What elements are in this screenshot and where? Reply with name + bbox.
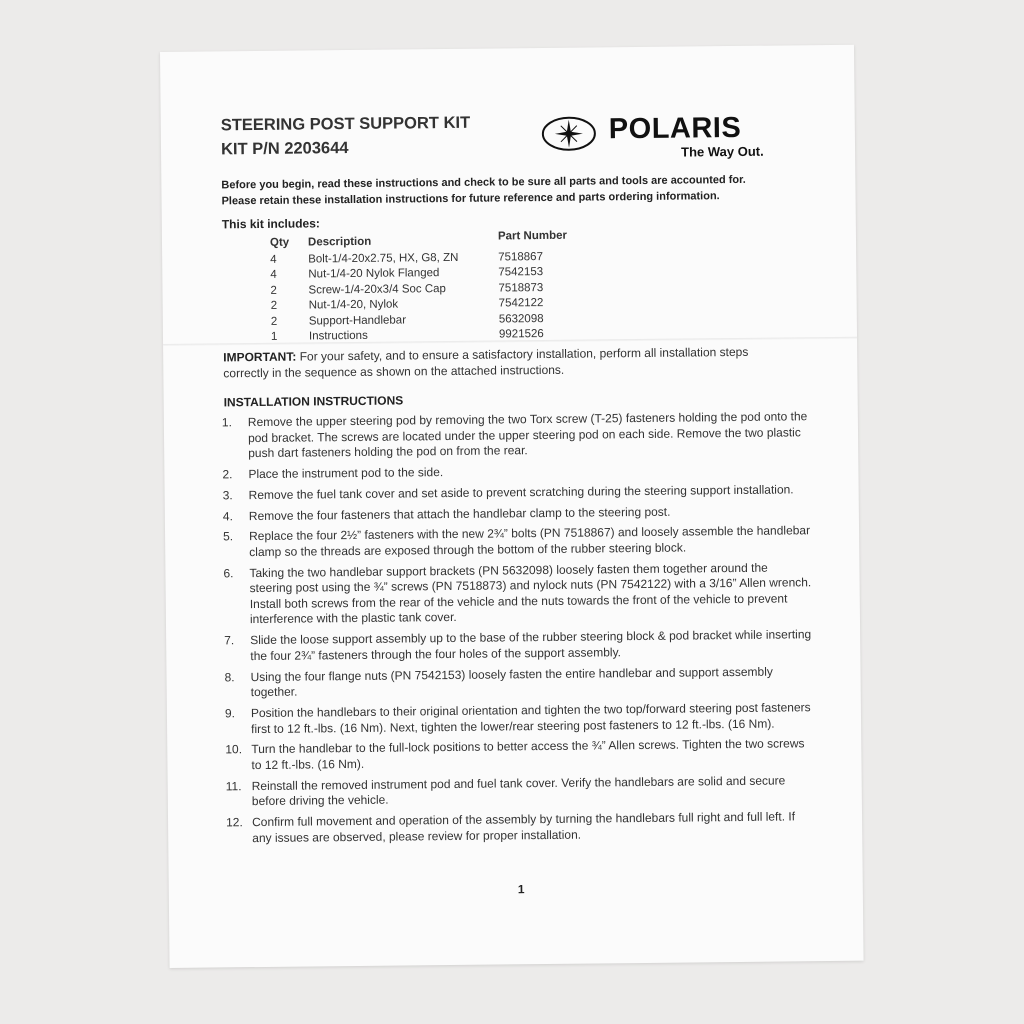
intro-text — [221, 171, 821, 209]
step-number: 8. — [224, 669, 235, 684]
step-item — [224, 664, 814, 701]
parts-row — [271, 327, 631, 346]
kit-part-number: KIT P/N 2203644 — [220, 139, 349, 159]
step-number: 6. — [223, 565, 234, 581]
step-item — [223, 503, 813, 525]
polaris-logo — [541, 107, 792, 164]
kit-title: STEERING POST SUPPORT KIT — [220, 113, 471, 135]
step-number: 5. — [223, 529, 234, 544]
intro-line-1: Before you begin, read these instructions and check to be sure all parts and tools are accounted for. — [221, 173, 746, 192]
step-text: Replace the four 2½” fasteners with the new 2¾” bolts (PN 7518867) and loosely assemble the handlebar clamp so the threads are exposed through the bottom of the rubber steering block. — [249, 523, 811, 559]
step-item — [222, 461, 812, 483]
step-item — [225, 700, 815, 737]
part-qty: 4 — [270, 253, 277, 266]
step-text: Taking the two handlebar support brackets (PN 5632098) loosely fasten them together around the steering post using the ¾” screws (PN 7518873) and nylock nuts (PN 7542122) with a 3/16” Allen wrench. Install both screws from the rear of the vehicle and the nuts towards the front of the vehicle to prevent interference with the plastic tank cover. — [249, 560, 812, 627]
part-qty: 4 — [270, 269, 277, 282]
part-description: Nut-1/4-20 Nylok Flanged — [308, 267, 440, 281]
part-number: 9921526 — [498, 327, 544, 341]
step-item — [223, 560, 814, 629]
step-item — [223, 524, 813, 561]
document-title — [221, 111, 471, 162]
part-number: 7542153 — [498, 266, 544, 279]
step-number: 1. — [221, 415, 232, 430]
step-text: Remove the upper steering pod by removing the two Torx screw (T-25) fasteners holding the pod onto the pod bracket. The screws are located under the upper steering pod on each side. Remove the two plastic push dart fasteners holding the pod on from the rear. — [247, 409, 808, 461]
step-number: 7. — [224, 633, 235, 648]
qty-header: Qty — [269, 236, 290, 249]
step-item — [222, 409, 812, 462]
step-number: 10. — [225, 742, 243, 757]
step-number: 11. — [225, 778, 242, 794]
part-qty: 1 — [270, 330, 278, 343]
step-item — [223, 482, 813, 504]
part-number: 5632098 — [498, 312, 544, 326]
step-item — [226, 809, 816, 846]
part-number: 7542122 — [498, 297, 544, 310]
step-text: Place the instrument pod to the side. — [248, 465, 444, 482]
instruction-sheet — [160, 45, 864, 968]
installation-heading: INSTALLATION INSTRUCTIONS — [223, 393, 404, 410]
step-number: 4. — [222, 508, 233, 523]
part-qty: 2 — [270, 315, 278, 328]
step-text: Turn the handlebar to the full-lock positions to better access the ¾” Allen screws. Tighten the two screws to 12 ft.-lbs. (16 Nm). — [251, 736, 805, 773]
description-header: Description — [307, 235, 372, 249]
important-text: For your safety, and to ensure a satisfactory installation, perform all installation steps correctly in the sequence as shown on the attached instructions. — [223, 344, 749, 381]
step-text: Using the four flange nuts (PN 7542153) loosely fasten the entire handlebar and support assembly together. — [250, 664, 773, 700]
step-item — [225, 737, 815, 774]
step-text: Confirm full movement and operation of the assembly by turning the handlebars full right and full left. If any issues are observed, please review for proper installation. — [251, 809, 796, 845]
step-item — [226, 773, 816, 810]
page-number: 1 — [517, 882, 525, 897]
part-qty: 2 — [270, 299, 278, 313]
part-description: Support-Handlebar — [308, 314, 407, 328]
step-number: 3. — [222, 488, 233, 503]
part-description: Screw-1/4-20x3/4 Soc Cap — [308, 282, 446, 297]
part-number: 7518867 — [498, 251, 544, 264]
part-description: Nut-1/4-20, Nylok — [308, 298, 399, 312]
brand-name: POLARIS — [608, 111, 742, 146]
step-text: Remove the fuel tank cover and set aside to prevent scratching during the steering support installation. — [248, 482, 794, 502]
step-text: Position the handlebars to their original orientation and tighten the two top/forward steering post fasteners first to 12 ft.-lbs. (16 Nm). Next, tighten the lower/rear steering post fasteners to 12 ft.-lbs. (16 Nm). — [250, 700, 811, 736]
important-label: IMPORTANT: — [223, 349, 297, 365]
step-item — [224, 627, 814, 664]
kit-includes-heading: This kit includes: — [221, 216, 320, 232]
part-qty: 2 — [270, 284, 277, 297]
step-text: Remove the four fasteners that attach the handlebar clamp to the steering post. — [248, 504, 671, 523]
part-number: 7518873 — [498, 281, 544, 295]
brand-tagline: The Way Out. — [680, 143, 764, 160]
step-number: 12. — [225, 815, 243, 830]
important-notice — [223, 343, 783, 381]
part-description: Instructions — [308, 329, 368, 343]
intro-line-2: Please retain these installation instructions for future reference and parts ordering information. — [221, 190, 720, 208]
part-number-header: Part Number — [497, 229, 568, 243]
step-number: 9. — [224, 706, 236, 721]
parts-table — [269, 229, 631, 346]
step-text: Reinstall the removed instrument pod and fuel tank cover. Verify the handlebars are solid and secure before driving the vehicle. — [251, 773, 786, 809]
polaris-star-icon — [541, 115, 597, 152]
part-description: Bolt-1/4-20x2.75, HX, G8, ZN — [308, 251, 459, 266]
installation-steps — [222, 409, 817, 852]
step-text: Slide the loose support assembly up to the base of the rubber steering block & pod bracket while inserting the four 2¾” fasteners through the four holes of the support assembly. — [250, 627, 812, 663]
step-number: 2. — [222, 467, 233, 482]
